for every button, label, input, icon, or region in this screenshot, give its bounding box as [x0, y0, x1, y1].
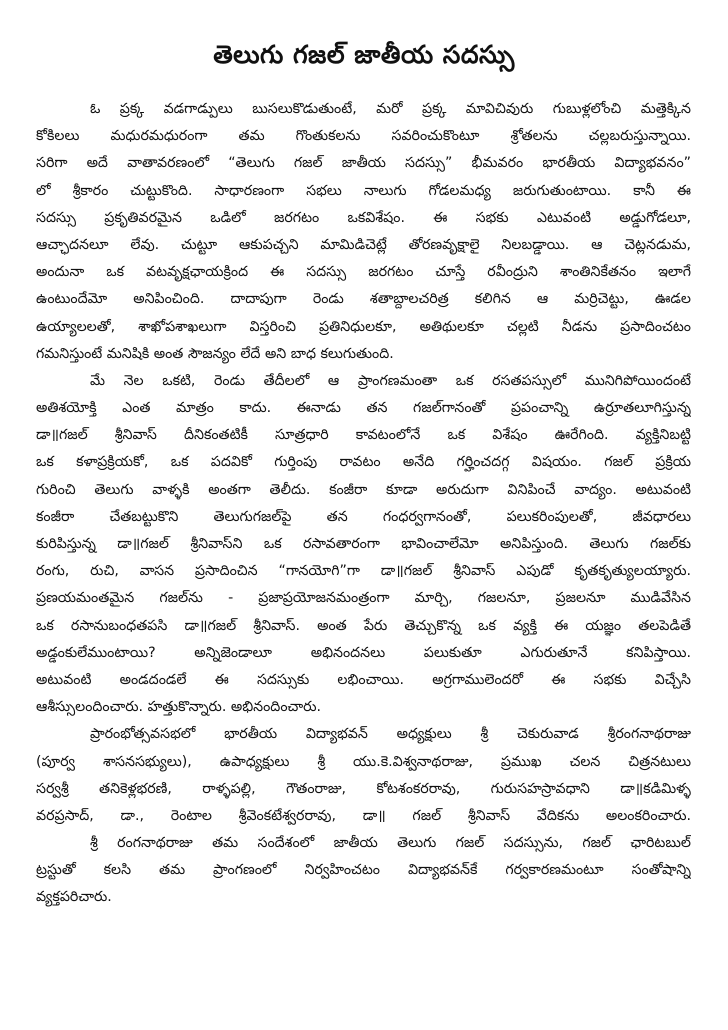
paragraph-line: ఒక కళాప్రక్రియకో, ఒక పదవికో గుర్తింపు రావటం అనేది గర్హించదగ్గ విషయం. గజల్ ప్రక్రియ — [36, 454, 691, 471]
paragraph-line: వ్యక్తపరిచారు. — [36, 889, 112, 906]
article-body — [36, 96, 691, 912]
paragraph-line: అడ్డంకులేముంటాయి? అన్నిజెండాలూ అభినందనలు పలుకుతూ ఎగురుతూనే కనిపిస్తాయి. — [36, 644, 691, 661]
paragraph-line: ఉంటుందేమో అనిపించింది. దాదాపుగా రెండు శతాబ్దాలచరిత్ర కలిగిన ఆ మర్రిచెట్టు, ఊడల — [36, 291, 691, 308]
page-title: తెలుగు గజల్ జాతీయ సదస్సు — [213, 40, 515, 69]
paragraph-line: ఒక రసానుబంధతపసి డా॥గజల్ శ్రీనివాస్. అంత పేరు తెచ్చుకొన్న ఒక వ్యక్తి ఈ యజ్ఞం తలపెడితే — [36, 617, 691, 634]
paragraph-line: సర్వశ్రీ తనికెళ్లభరణి, రాళ్ళపల్లి, గౌతంరాజు, కోటశంకరరావు, గురుసహస్రావధాని డా॥కడిమిళ్ళ — [36, 780, 691, 797]
paragraph-line: గురించి తెలుగు వాళ్ళకి అంతగా తెలీదు. కంజీరా కూడా అరుదుగా వినిపించే వాద్యం. అటువంటి — [36, 481, 691, 498]
paragraph-line: సదస్సు ప్రకృతివరమైన ఒడిలో జరగటం ఒకవిశేషం. ఈ సభకు ఎటువంటి అడ్డుగోడలూ, — [36, 209, 691, 226]
paragraph-line: అందునా ఒక వటవృక్షఛాయక్రింద ఈ సదస్సు జరగటం చూస్తే రవీంద్రుని శాంతినికేతనం ఇలాగే — [36, 264, 691, 281]
paragraph-line: (పూర్వ శాసనసభ్యులు), ఉపాధ్యక్షులు శ్రీ యు.కె.విశ్వనాథరాజు, ప్రముఖ చలన చిత్రనటులు — [36, 753, 691, 770]
paragraph-line: ఉయ్యాలలతో, శాఖోపశాఖలుగా విస్తరించి ప్రతినిధులకూ, అతిథులకూ చల్లటి నీడను ప్రసాదించటం — [36, 318, 691, 335]
paragraph-line: వరప్రసాద్, డా., రెంటాల శ్రీవెంకటేశ్వరరావు, డా॥ గజల్ శ్రీనివాస్ వేదికను అలంకరించారు. — [36, 807, 691, 824]
paragraph-line: శ్రీ రంగనాథరాజు తమ సందేశంలో జాతీయ తెలుగు గజల్ సదస్సును, గజల్ ఛారిటబుల్ — [90, 835, 691, 852]
paragraph-line: ఓ ప్రక్క వడగాడ్పులు బుసలుకొడుతుంటే, మరో ప్రక్క మావిచివురు గుబుళ్లలోంచి మత్తెక్కిన — [90, 101, 691, 117]
paragraph-line: సరిగా అదే వాతావరణంలో “తెలుగు గజల్ జాతీయ సదస్సు” భీమవరం భారతీయ విద్యాభవనం” — [36, 155, 691, 172]
paragraph-line: కురిపిస్తున్న డా॥గజల్ శ్రీనివాస్‌ని ఒక రసావతారంగా భావించాలేమో అనిపిస్తుంది. తెలుగు గజల్‌కు — [36, 536, 691, 552]
paragraph-line: రంగు, రుచి, వాసన ప్రసాదించిన “గానయోగి”గా డా॥గజల్ శ్రీనివాస్ ఎపుడో కృతకృత్యులయ్యారు. — [36, 563, 691, 580]
paragraph-line: అటువంటి అండదండలే ఈ సదస్సుకు లభించాయి. అగ్రగాములెందరో ఈ సభకు విచ్చేసి — [36, 671, 691, 688]
paragraph-line: లో శ్రీకారం చుట్టుకొంది. సాధారణంగా సభలు నాలుగు గోడలమధ్య జరుగుతుంటాయి. కానీ ఈ — [36, 182, 691, 199]
paragraph-line: డా॥గజల్ శ్రీనివాస్ దీనికంతటికీ సూత్రధారి కావటంలోనే ఒక విశేషం ఊరేగింది. వ్యక్తినిబట్టి — [36, 427, 691, 444]
paragraph-line: ఆచ్ఛాదనలూ లేవు. చుట్టూ ఆకుపచ్చని మామిడిచెట్లే తోరణవృక్షాలై నిలబడ్డాయి. ఆ చెట్లనడుమ, — [36, 236, 691, 253]
paragraph-line: ట్రస్టుతో కలసి తమ ప్రాంగణంలో నిర్వహించటం విద్యాభవన్‌కే గర్వకారణమంటూ సంతోషాన్ని — [36, 862, 691, 879]
paragraph-line: మే నెల ఒకటి, రెండు తేదీలలో ఆ ప్రాంగణమంతా ఒక రసతపస్సులో మునిగిపోయిందంటే — [90, 372, 691, 389]
paragraph-line: కోకిలలు మధురమధురంగా తమ గొంతుకలను సవరించుకొంటూ శ్రోతలను చల్లబరుస్తున్నాయి. — [36, 128, 691, 145]
paragraph-line: ఆశీస్సులందించారు. హత్తుకొన్నారు. అభినందించారు. — [36, 699, 321, 716]
paragraph-line: కంజీరా చేతబట్టుకొని తెలుగుగజల్‌పై తన గంధర్వగానంతో, పలుకరింపులతో, జీవధారలు — [36, 508, 691, 525]
paragraph-line: గమనిస్తుంటే మనిషికి అంత సౌజన్యం లేదే అని బాధ కలుగుతుంది. — [36, 345, 394, 362]
paragraph-line: ప్రణయమంతమైన గజల్‌ను - ప్రజాప్రయోజనమంత్రంగా మార్చి, గజలనూ, ప్రజలనూ ముడివేసిన — [36, 590, 691, 607]
paragraph-line: ప్రారంభోత్సవసభలో భారతీయ విద్యాభవన్ అధ్యక్షులు శ్రీ చెకురువాడ శ్రీరంగనాథరాజు — [90, 726, 691, 743]
paragraph-line: అతిశయోక్తి ఎంత మాత్రం కాదు. ఈనాడు తన గజల్‌గానంతో ప్రపంచాన్ని ఉర్రూతలూగిస్తున్న — [36, 400, 691, 417]
